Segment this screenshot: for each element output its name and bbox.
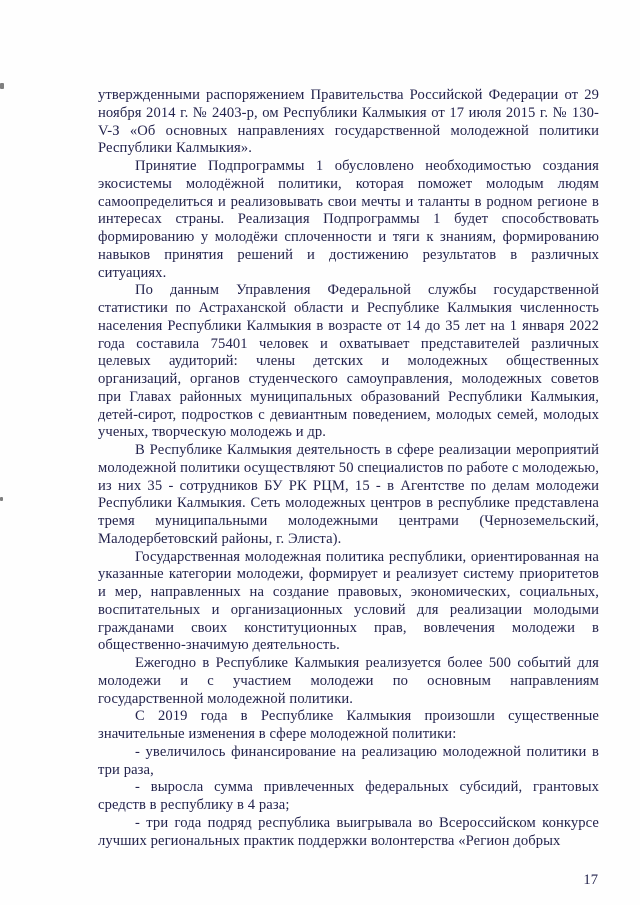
list-item-contest: - три года подряд республика выигрывала во Всероссийском конкурсе лучших региональных практик поддержки волонтерства «Регион добрых — [98, 814, 599, 849]
paragraph-state-policy: Государственная молодежная политика республики, ориентированная на указанные категории молодежи, формирует и реализует систему приоритетов и мер, направленных на создание правовых, экономических, социальных, воспитательных и организационных условий для реализации молодыми гражданами своих конституционных прав, вовлечения молодежи в общественно-значимую деятельность. — [98, 548, 599, 654]
paragraph-changes-intro: С 2019 года в Республике Калмыкия произошли существенные значительные изменения в сфере молодежной политики: — [98, 708, 599, 742]
scan-artifact — [0, 83, 4, 89]
paragraph-specialists: В Республике Калмыкия деятельность в сфере реализации мероприятий молодежной политики осуществляют 50 специалистов по работе с молодежью, из них 35 - сотрудников БУ РК РЦМ, 15 - в Агентстве по делам молодежи Республики Калмыкия. Сеть молодежных центров в республике представлена тремя муниципальными молодежными центрами (Черноземельский, Малодербетовский районы, г. Элиста). — [98, 442, 599, 547]
page-number: 17 — [583, 872, 598, 888]
paragraph-continuation: утвержденными распоряжением Правительства Российской Федерации от 29 ноября 2014 г. № 2403-р, ом Республики Калмыкия от 17 июля 2015 г. № 130-V-З «Об основных направлениях государственной молодежной политики Республики Калмыкия». — [98, 87, 599, 157]
list-item-financing: - увеличилось финансирование на реализацию молодежной политики в три раза, — [98, 743, 599, 778]
paragraph-events: Ежегодно в Республике Калмыкия реализуется более 500 событий для молодежи и с участием молодежи по основным направлениям государственной молодежной политики. — [98, 655, 599, 707]
list-item-subsidies: - выросла сумма привлеченных федеральных субсидий, грантовых средств в республику в 4 раза; — [98, 779, 599, 813]
scan-artifact — [0, 497, 3, 501]
paragraph-statistics: По данным Управления Федеральной службы государственной статистики по Астраханской области и Республике Калмыкия численность населения Республики Калмыкия в возрасте от 14 до 35 лет на 1 января 2022 года составила 75401 человек и охватывает представителей различных целевых аудиторий: члены детских и молодежных общественных организаций, органов студенческого самоуправления, молодежных советов при Главах районных муниципальных образований Республики Калмыкия, детей-сирот, подростков с девиантным поведением, молодых семей, молодых ученых, творческую молодежь и др. — [98, 282, 599, 441]
paragraph-podprogramma: Принятие Подпрограммы 1 обусловлено необходимостью создания экосистемы молодёжной политики, которая поможет молодым людям самоопределиться и реализовывать свои мечты и таланты в родном регионе в интересах страны. Реализация Подпрограммы 1 будет способствовать формированию у молодёжи сплоченности и тяги к знаниям, формированию навыков принятия решений и достижению результатов в различных ситуациях. — [98, 158, 599, 281]
text-block — [98, 87, 599, 850]
